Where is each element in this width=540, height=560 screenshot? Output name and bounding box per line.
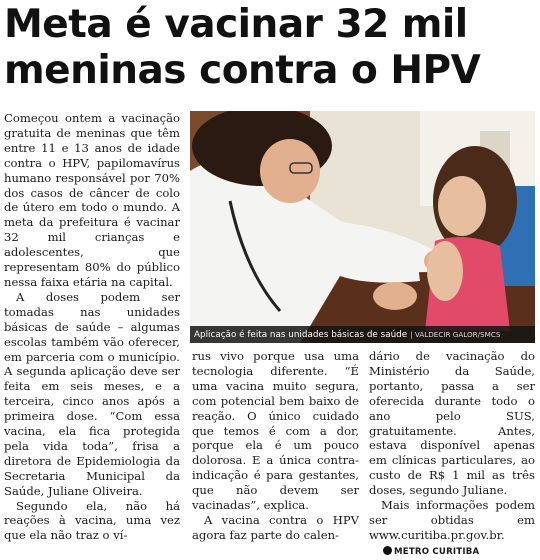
headline-line-2: meninas contra o HPV [4, 48, 481, 93]
news-photo [190, 111, 535, 343]
photo-credit: | VALDECIR GALOR/SMCS [410, 330, 501, 339]
photo-caption [190, 326, 535, 343]
headline [4, 2, 536, 94]
headline-line-1: Meta é vacinar 32 mil [4, 2, 468, 47]
article-column-1 [4, 111, 180, 543]
paragraph: Segundo ela, não há reações à vacina, uma vez que ela não traz o ví- [4, 498, 180, 543]
paragraph: A doses podem ser tomadas nas unidades básicas de saúde – algumas escolas também vão oferecer, em parceria com o município. A segunda aplicação deve ser feita em seis meses, e a terceira, cinco anos após a primeira dose. “Com essa vacina, ela fica protegida pela vida toda”, frisa a diretora de Epidemiologia da Secretaria Municipal da Saúde, Juliane Oliveira. [4, 289, 180, 498]
vaccination-photo-illustration [190, 111, 535, 343]
closing-text: Mais informações podem ser obtidas em www.curitiba.pr.gov.br. [369, 498, 535, 542]
metro-logo-icon [383, 546, 392, 555]
paragraph: rus vivo porque usa uma tecnologia diferente. “É uma vacina muito segura, com potencial bem baixo de reação. O único cuidado que temos é com a dor, porque ela é um pouco dolorosa. E a única contra-indicação é para gestantes, que não devem ser vacinadas”, explica. [192, 349, 359, 513]
metro-curitiba-logo [371, 545, 479, 560]
article-column-3 [369, 349, 535, 560]
article-column-2 [192, 349, 359, 543]
paragraph [369, 498, 535, 560]
signature-text: METRO CURITIBA [394, 546, 480, 557]
paragraph: A vacina contra o HPV agora faz parte do calen- [192, 512, 359, 542]
paragraph: Começou ontem a vacinação gratuita de meninas que têm entre 11 e 13 anos de idade contra o HPV, papilomavírus humano responsável por 70% dos casos de câncer de colo de útero em todo o mundo. A meta da prefeitura é vacinar 32 mil crianças e adolescentes, que representam 80% do público nessa faixa etária na capital. [4, 111, 180, 289]
paragraph: dário de vacinação do Ministério da Saúde, portanto, passa a ser oferecida durante todo o ano pelo SUS, gratuitamente. Antes, estava disponível apenas em clínicas particulares, ao custo de R$ 1 mil as três doses, segundo Juliane. [369, 349, 535, 498]
caption-text: Aplicação é feita nas unidades básicas de saúde [194, 330, 408, 340]
